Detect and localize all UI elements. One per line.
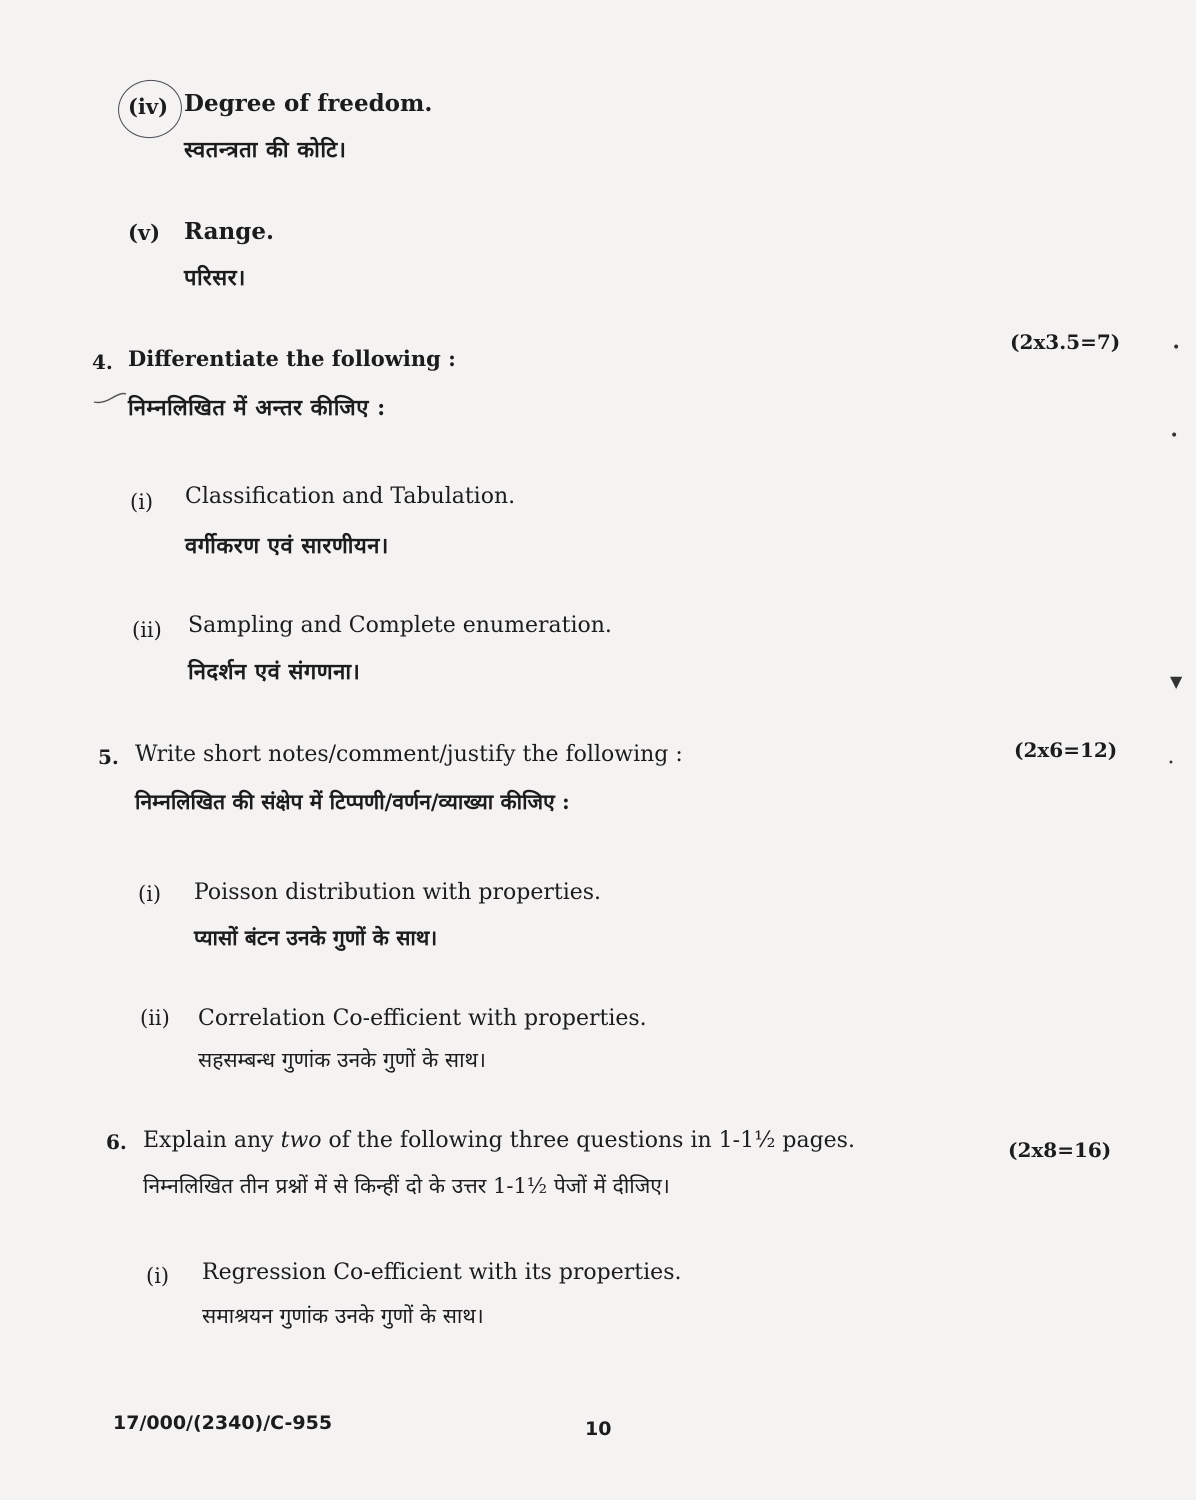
edge-speck: • xyxy=(1168,758,1174,769)
item-number: (i) xyxy=(146,1264,170,1288)
item-number: (i) xyxy=(130,490,154,514)
question-marks: (2x3.5=7) xyxy=(1010,330,1121,354)
item-number: (iv) xyxy=(128,94,169,119)
edge-speck: ▼ xyxy=(1170,672,1183,691)
paper-code: 17/000/(2340)/C-955 xyxy=(113,1412,333,1434)
question-hindi: निम्नलिखित की संक्षेप में टिप्पणी/वर्णन/व्याख्या कीजिए : xyxy=(135,789,570,814)
question-hindi: निम्नलिखित में अन्तर कीजिए : xyxy=(128,395,386,421)
item-hindi: परिसर। xyxy=(184,265,246,291)
edge-speck: • xyxy=(1172,340,1181,356)
question-number: 4. xyxy=(92,350,113,374)
question-number: 6. xyxy=(106,1130,127,1154)
item-english: Degree of freedom. xyxy=(184,90,433,117)
question-english: Write short notes/comment/justify the following : xyxy=(135,742,683,767)
item-english: Correlation Co-efficient with properties. xyxy=(198,1006,647,1031)
item-english: Range. xyxy=(184,218,274,245)
item-number: (ii) xyxy=(132,618,162,642)
item-hindi: प्यासों बंटन उनके गुणों के साथ। xyxy=(194,925,438,950)
item-english: Poisson distribution with properties. xyxy=(194,880,602,905)
question-english: Differentiate the following : xyxy=(128,346,456,371)
item-hindi: सहसम्बन्ध गुणांक उनके गुणों के साथ। xyxy=(198,1048,486,1072)
item-hindi: वर्गीकरण एवं सारणीयन। xyxy=(185,533,389,559)
question-marks: (2x8=16) xyxy=(1008,1138,1112,1162)
item-number: (i) xyxy=(138,882,162,906)
item-hindi: समाश्रयन गुणांक उनके गुणों के साथ। xyxy=(202,1304,484,1328)
item-english: Sampling and Complete enumeration. xyxy=(188,613,612,638)
question-marks: (2x6=12) xyxy=(1014,738,1118,762)
ink-tick-mark xyxy=(92,392,128,406)
item-english: Classification and Tabulation. xyxy=(185,484,516,509)
edge-speck: • xyxy=(1170,428,1179,444)
page-number: 10 xyxy=(585,1418,612,1440)
item-number: (ii) xyxy=(140,1006,170,1030)
question-english: Explain any two of the following three questions in 1-1½ pages. xyxy=(143,1128,855,1153)
item-hindi: निदर्शन एवं संगणना। xyxy=(188,659,361,685)
question-hindi: निम्नलिखित तीन प्रश्नों में से किन्हीं दो के उत्तर 1-1½ पेजों में दीजिए। xyxy=(143,1174,670,1198)
item-english: Regression Co-efficient with its properties. xyxy=(202,1260,682,1285)
item-hindi: स्वतन्त्रता की कोटि। xyxy=(184,137,347,163)
question-number: 5. xyxy=(98,745,119,769)
item-number: (v) xyxy=(128,220,161,245)
